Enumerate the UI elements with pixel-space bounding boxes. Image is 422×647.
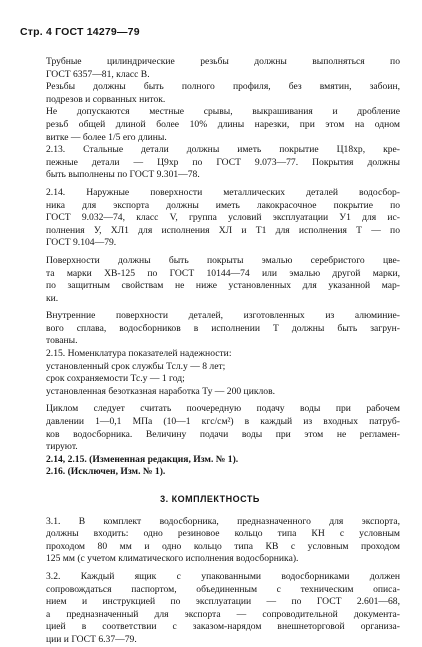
- document-body: [20, 56, 400, 647]
- paragraph-thread-profile: [20, 81, 400, 106]
- text-line: установленный срок службы Тсл.у — 8 лет;: [46, 360, 226, 372]
- text-line: Внутренние поверхности деталей, изготовленных из алюминие-: [46, 310, 400, 322]
- paragraph-thread-standard: [20, 56, 400, 81]
- text-line: 3.2. Каждый ящик с упакованными водосборниками должен: [46, 570, 400, 582]
- text-line: быть выполнены по ГОСТ 9.301—78.: [46, 169, 200, 181]
- text-line: ника для экспорта должны иметь лакокрасочное покрытие по: [46, 199, 400, 211]
- text-line: ции и ГОСТ 6.37—79.: [46, 633, 137, 645]
- paragraph-2-13: [20, 144, 400, 182]
- text-line: 2.14, 2.15. (Измененная редакция, Изм. № 1).: [46, 453, 239, 465]
- text-line: срок сохраняемости Тс.у — 1 год;: [46, 373, 185, 385]
- text-line: подрезов и сорванных ниток.: [46, 93, 166, 105]
- text-line: Циклом следует считать поочередную подачу воды при рабочем: [46, 403, 400, 415]
- paragraph-inner-surfaces: [20, 310, 400, 348]
- text-line: 2.15. Номенклатура показателей надежности:: [46, 348, 232, 360]
- text-line: 125 мм (с учетом климатического исполнения водосборника).: [46, 553, 299, 565]
- text-line: 3.1. В комплект водосборника, предназначенного для экспорта,: [46, 515, 400, 527]
- text-line: пежные детали — Ц9хр по ГОСТ 9.073—77. Покрытия должны: [46, 156, 400, 168]
- text-line: 2.16. (Исключен, Изм. № 1).: [46, 466, 166, 478]
- text-line: цией в соответствии с заказом-нарядом внешнеторговой организа-: [46, 621, 400, 633]
- text-line: Не допускаются местные срывы, выкрашивания и дробление: [46, 106, 400, 118]
- section-title: 3. КОМПЛЕКТНОСТЬ: [160, 494, 260, 504]
- text-line: полнения У, ХЛ1 для исполнения ХЛ и Т1 для исполнения Т — по: [46, 224, 400, 236]
- text-line: ГОСТ 9.032—74, класс V, группа условий эксплуатации У1 для ис-: [46, 212, 400, 224]
- paragraph-enamel: [20, 255, 400, 305]
- text-line: 2.13. Стальные детали должны иметь покрытие Ц18хр, кре-: [46, 144, 400, 156]
- paragraph-2-15: [20, 348, 400, 398]
- paragraph-amendments: [20, 454, 400, 479]
- paragraph-3-2: [20, 571, 400, 647]
- text-line: резьб общей длиной более 10% длины нарезки, при этом на одном: [46, 118, 400, 130]
- text-line: по защитным свойствам не ниже установленных для указанной мар-: [46, 280, 400, 292]
- text-line: тируют.: [46, 441, 78, 453]
- text-line: 2.14. Наружные поверхности металлических деталей водосбор-: [46, 186, 400, 198]
- text-line: сопровождаться паспортом, объединенным с техническим описа-: [46, 583, 400, 595]
- text-line: а предназначенный для экспорта — сопроводительной документа-: [46, 608, 400, 620]
- text-line: Трубные цилиндрические резьбы должны выполняться по: [46, 56, 400, 67]
- paragraph-cycle: [20, 403, 400, 453]
- text-line: должны входить: одно резиновое кольцо типа КН с условным: [46, 528, 400, 540]
- text-line: ки.: [46, 292, 59, 304]
- paragraph-2-14: [20, 187, 400, 250]
- text-line: та марки ХВ-125 по ГОСТ 10144—74 или эмалью другой марки,: [46, 267, 400, 279]
- paragraph-thread-defects: [20, 106, 400, 144]
- text-line: ков водосборника. Величину подачи воды при этом не регламен-: [46, 428, 400, 440]
- text-line: давлении 1—0,1 МПа (10—1 кгс/см²) в каждый из входных патруб-: [46, 416, 400, 428]
- text-line: ГОСТ 6357—81, класс В.: [46, 68, 150, 80]
- text-line: тованы.: [46, 335, 78, 347]
- text-line: установленная безотказная наработка Ту — 200 циклов.: [46, 385, 275, 397]
- paragraph-3-1: [20, 516, 400, 566]
- text-line: Резьбы должны быть полного профиля, без вмятин, забоин,: [46, 81, 400, 93]
- page-header: Стр. 4 ГОСТ 14279—79: [20, 26, 140, 38]
- text-line: ГОСТ 9.104—79.: [46, 237, 117, 249]
- text-line: вого сплава, водосборников в исполнении Т должны быть загрун-: [46, 322, 400, 334]
- text-line: проходом 80 мм и одно кольцо типа КВ с условным проходом: [46, 540, 400, 552]
- text-line: Поверхности должны быть покрыты эмалью серебристого цве-: [46, 254, 400, 266]
- text-line: нием и инструкцией по эксплуатации — по ГОСТ 2.601—68,: [46, 596, 400, 608]
- text-line: витке — более 1/5 его длины.: [46, 131, 167, 143]
